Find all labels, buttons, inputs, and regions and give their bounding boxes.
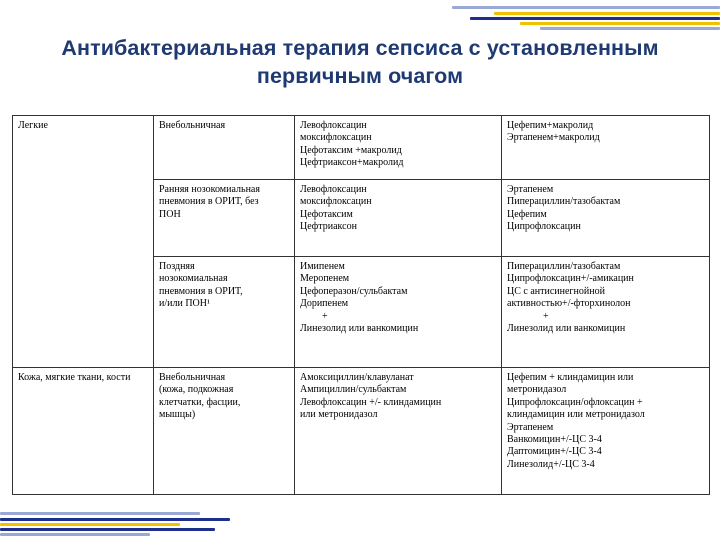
cell-line: Линезолид+/-ЦС 3-4 [507, 458, 595, 470]
cell-line: клиндамицин или метронидазол [507, 409, 645, 421]
cell-line: метронидазол [507, 384, 567, 396]
cell-line: Пиперациллин/тазобактам [507, 261, 621, 272]
cell-line: Меропенем [300, 273, 350, 285]
cell-line: нозокомиальная [159, 273, 228, 285]
cell-line: Цефепим+макролид [507, 120, 594, 131]
cell-line: Ампициллин/сульбактам [300, 384, 407, 396]
stripe [0, 523, 180, 526]
cell-line: Внебольничная [159, 120, 226, 131]
cell-line: Дорипенем [300, 298, 349, 310]
cell-line: ЦС с антисинегнойной [507, 285, 605, 297]
cell-line: Внебольничная [159, 372, 226, 383]
therapy-b-cell [502, 368, 710, 495]
cell-line: Эртапенем+макролид [507, 132, 600, 144]
cell-line: Эртапенем [507, 184, 554, 195]
stripe [494, 12, 720, 15]
condition-cell [154, 116, 295, 180]
therapy-table [12, 115, 710, 495]
cell-line: Левофлоксацин +/- клиндамицин [300, 396, 442, 408]
stripe [0, 512, 200, 515]
condition-cell [154, 368, 295, 495]
cell-line: Ранняя нозокомиальная [159, 184, 260, 195]
cell-line: Линезолид или ванкомицин [507, 323, 626, 335]
therapy-a-cell [295, 180, 502, 257]
cell-line: Амоксициллин/клавуланат [300, 372, 414, 383]
table-row [13, 116, 710, 180]
cell-line: клетчатки, фасции, [159, 396, 241, 408]
cell-line: Ванкомицин+/-ЦС 3-4 [507, 434, 602, 446]
cell-line: Цефотаксим +макролид [300, 144, 402, 156]
cell-line: моксифлоксацин [300, 196, 372, 208]
stripe [520, 22, 720, 25]
cell-line: Цефтриаксон+макролид [300, 157, 404, 169]
cell-line: Даптомицин+/-ЦС 3-4 [507, 446, 602, 458]
cell-line-plus: + [322, 310, 328, 322]
cell-line: Линезолид или ванкомицин [300, 323, 419, 335]
cell-line: Поздняя [159, 261, 195, 272]
stripe [0, 528, 215, 531]
cell-line: Пиперациллин/тазобактам [507, 196, 621, 208]
cell-line: Цефоперазон/сульбактам [300, 285, 408, 297]
stripe [540, 27, 720, 30]
stripe [0, 518, 230, 521]
therapy-b-cell [502, 257, 710, 368]
therapy-b-cell [502, 116, 710, 180]
cell-line: Цефепим + клиндамицин или [507, 372, 634, 383]
therapy-a-cell [295, 116, 502, 180]
site-cell-skin [13, 368, 154, 495]
cell-line: Ципрофлоксацин [507, 221, 581, 233]
cell-line: пневмония в ОРИТ, [159, 285, 243, 297]
therapy-a-cell [295, 257, 502, 368]
cell-line: (кожа, подкожная [159, 384, 234, 396]
cell-line: Имипенем [300, 261, 345, 272]
stripe [452, 6, 720, 9]
cell-line: Цефтриаксон [300, 221, 357, 233]
cell-line: ПОН [159, 208, 181, 220]
page-title [0, 34, 720, 90]
cell-line: Левофлоксацин [300, 184, 367, 195]
cell-line: и/или ПОН¹ [159, 298, 210, 310]
cell-line: Цефепим [507, 208, 547, 220]
cell-line: моксифлоксацин [300, 132, 372, 144]
stripe [470, 17, 720, 20]
site-label: Кожа, мягкие ткани, кости [18, 372, 131, 383]
stripe [0, 533, 150, 536]
title-line-1: Антибактериальная терапия сепсиса с установленным [61, 36, 659, 60]
title-line-2: первичным очагом [256, 64, 464, 88]
condition-cell [154, 257, 295, 368]
cell-line: или метронидазол [300, 409, 378, 421]
therapy-b-cell [502, 180, 710, 257]
cell-line: Ципрофлоксацин+/-амикацин [507, 273, 634, 285]
cell-line-plus: + [543, 310, 549, 322]
cell-line: пневмония в ОРИТ, без [159, 196, 259, 208]
site-label: Легкие [18, 120, 48, 131]
cell-line: активностью+/-фторхинолон [507, 298, 631, 310]
cell-line: Левофлоксацин [300, 120, 367, 131]
site-cell-lungs [13, 116, 154, 368]
therapy-a-cell [295, 368, 502, 495]
cell-line: Цефотаксим [300, 208, 353, 220]
cell-line: Ципрофлоксацин/офлоксацин + [507, 396, 643, 408]
table-row [13, 368, 710, 495]
condition-cell [154, 180, 295, 257]
cell-line: мышцы) [159, 409, 196, 421]
cell-line: Эртапенем [507, 421, 554, 433]
